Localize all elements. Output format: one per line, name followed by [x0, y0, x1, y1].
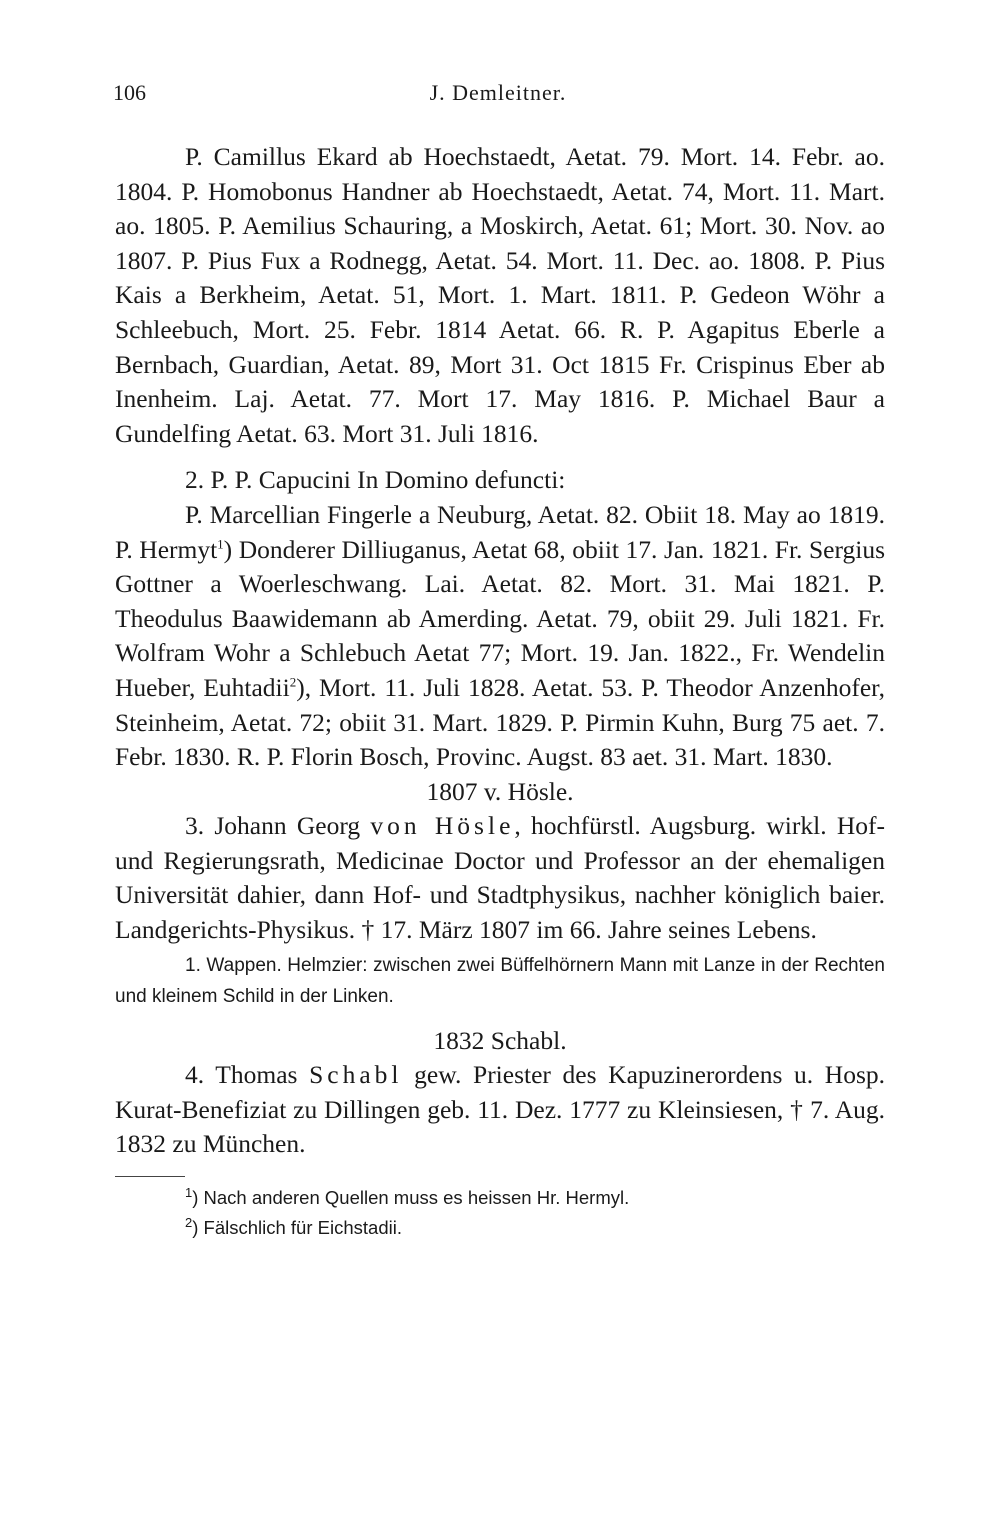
footnote-ref-2: 2	[289, 674, 297, 690]
running-header	[113, 80, 883, 112]
running-title: J. Demleitner.	[429, 80, 567, 105]
spaced-name-hoesle: von Hösle	[370, 811, 515, 841]
page-number: 106	[113, 80, 146, 105]
section-4-heading: 1832 Schabl.	[433, 1025, 567, 1055]
page-body	[115, 140, 885, 1243]
paragraph-capucini-list: P. Marcellian Fingerle a Neuburg, Aetat. 82. Obiit 18. May ao 1819. P. Hermyt$^1$) Donderer Dilliuganus, Aetat 68, obiit 17. Jan. 1821. Fr. Sergius Gottner a Woerleschwang. Lai. Aetat. 82. Mort. 31. Mai 1821. P. Theodulus Baawidemann ab Amerding. Aetat. 79, obiit 29. Juli 1821. Fr. Wolfram Wohr a Schlebuch Aetat 77; Mort. 19. Jan. 1822., Fr. Wendelin Hueber, Euhtadii$^2$), Mort. 11. Juli 1828. Aetat. 53. P. Theodor Anzenhofer, Steinheim, Aetat. 72; obiit 31. Mart. 1829. P. Pirmin Kuhn, Burg 75 aet. 7. Febr. 1830. R. P. Florin Bosch, Provinc. Augst. 83 aet. 31. Mart. 1830.	[115, 499, 886, 772]
footnote-divider	[115, 1176, 185, 1177]
footnote-ref-1: 1	[217, 536, 224, 552]
spaced-name-schabl: Schabl	[309, 1060, 403, 1090]
section-3-heading: 1807 v. Hösle.	[426, 776, 574, 806]
paragraph-hoesle: 3. Johann Georg von Hösle, hochfürstl. Augsburg. wirkl. Hof- und Regierungsrath, Medicinae Doctor und Professor an der ehemaligen Universität dahier, dann Hof- und Stadtphysikus, nachher königlich baier. Landgerichts-Physikus. † 17. März 1807 im 66. Jahre seines Lebens.	[115, 811, 885, 945]
footnote-1: $^1$) Nach anderen Quellen muss es heissen Hr. Hermyl.	[185, 1184, 630, 1209]
note-wappen: 1. Wappen. Helmzier: zwischen zwei Büffelhörnern Mann mit Lanze in der Rechten und kleinem Schild in der Linken.	[115, 954, 885, 1007]
section-2-title: 2. P. P. Capucini In Domino defuncti:	[185, 465, 566, 495]
footnote-2: $^2$) Fälschlich für Eichstadii.	[185, 1214, 402, 1239]
paragraph-schabl: 4. Thomas Schabl gew. Priester des Kapuzinerordens u. Hosp. Kurat-Benefiziat zu Dillingen geb. 11. Dez. 1777 zu Kleinsiesen, † 7. Aug. 1832 zu München.	[115, 1060, 885, 1159]
paragraph-deceased-list-1: P. Camillus Ekard ab Hoechstaedt, Aetat. 79. Mort. 14. Febr. ao. 1804. P. Homobonus Handner ab Hoechstaedt, Aetat. 74, Mort. 11. Mart. ao. 1805. P. Aemilius Schauring, a Moskirch, Aetat. 61; Mort. 30. Nov. ao 1807. P. Pius Fux a Rodnegg, Aetat. 54. Mort. 11. Dec. ao. 1808. P. Pius Kais a Berkheim, Aetat. 51, Mort. 1. Mart. 1811. P. Gedeon Wöhr a Schleebuch, Mort. 25. Febr. 1814 Aetat. 66. R. P. Agapitus Eberle a Bernbach, Guardian, Aetat. 89, Mort 31. Oct 1815 Fr. Crispinus Eber ab Inenheim. Laj. Aetat. 77. Mort 17. May 1816. P. Michael Baur a Gundelfing Aetat. 63. Mort 31. Juli 1816.	[115, 142, 885, 448]
